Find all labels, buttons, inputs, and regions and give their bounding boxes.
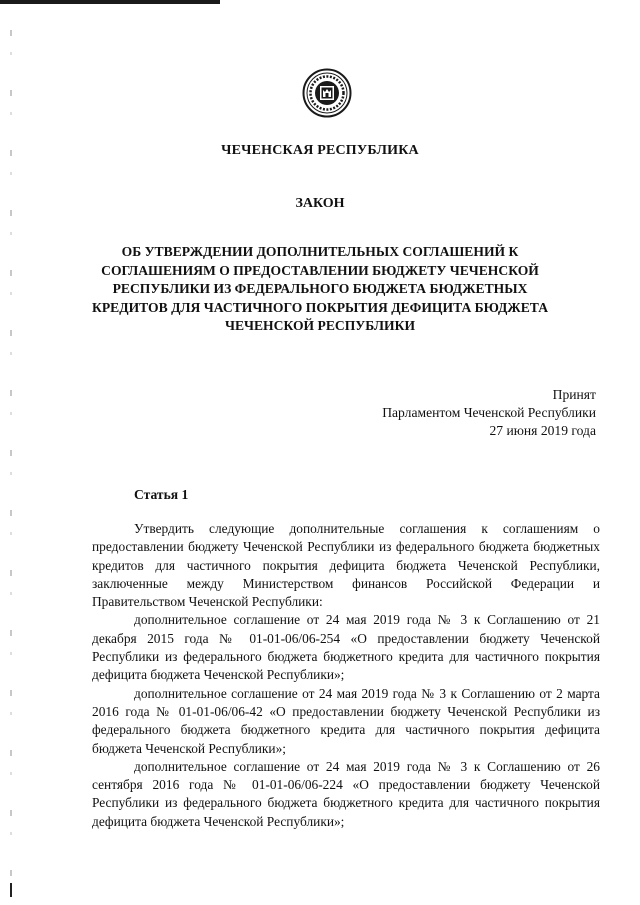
law-title-line: ОБ УТВЕРЖДЕНИИ ДОПОЛНИТЕЛЬНЫХ СОГЛАШЕНИЙ К <box>121 244 519 259</box>
adoption-label: Принят <box>552 387 596 402</box>
article-paragraph: дополнительное соглашение от 24 мая 2019 года № 3 к Соглашению от 21 декабря 2015 года № 01-01-06/06-254 «О предоставлении бюджету Чеченской Республики из федерального бюджета бюджетного кредита для частичного покрытия дефицита бюджета Чеченской Республики»; <box>92 612 600 683</box>
law-title-line: ЧЕЧЕНСКОЙ РЕСПУБЛИКИ <box>224 318 416 333</box>
law-title-line: СОГЛАШЕНИЯМ О ПРЕДОСТАВЛЕНИИ БЮДЖЕТУ ЧЕЧЕНСКОЙ <box>101 262 539 278</box>
coat-of-arms-emblem-icon <box>302 68 352 118</box>
scan-bottom-mark <box>10 883 12 897</box>
article-paragraph: Утвердить следующие дополнительные соглашения к соглашениям о предоставлении бюджету Чеченской Республики из федерального бюджета бюджетных кредитов для частичного покрытия дефицита бюджета Чеченской Республики, заключенные между Министерством финансов Российской Федерации и Правительством Чеченской Республики: <box>92 521 600 610</box>
article-paragraph: дополнительное соглашение от 24 мая 2019 года № 3 к Соглашению от 26 сентября 2016 года № 01-01-06/06-224 «О предоставлении бюджету Чеченской Республики из федерального бюджета бюджетного кредита для частичного покрытия дефицита бюджета Чеченской Республики»; <box>92 758 600 829</box>
law-heading: ЗАКОН <box>295 196 345 211</box>
republic-heading: ЧЕЧЕНСКАЯ РЕСПУБЛИКА <box>221 143 419 158</box>
adoption-date: 27 июня 2019 года <box>489 423 596 438</box>
article-heading: Статья 1 <box>134 487 189 502</box>
scan-edge-marks <box>10 30 12 890</box>
article-body <box>92 520 600 831</box>
adoption-block <box>276 386 596 440</box>
adoption-body: Парламентом Чеченской Республики <box>382 405 596 420</box>
law-title <box>60 243 580 336</box>
law-title-line: КРЕДИТОВ ДЛЯ ЧАСТИЧНОГО ПОКРЫТИЯ ДЕФИЦИТА БЮДЖЕТА <box>91 299 549 315</box>
scan-top-bar <box>0 0 220 4</box>
law-title-line: РЕСПУБЛИКИ ИЗ ФЕДЕРАЛЬНОГО БЮДЖЕТА БЮДЖЕТНЫХ <box>112 281 528 296</box>
article-paragraph: дополнительное соглашение от 24 мая 2019 года № 3 к Соглашению от 2 марта 2016 года № 01-01-06/06-42 «О предоставлении бюджету Чеченской Республики из федерального бюджета бюджетного кредита для частичного покрытия дефицита бюджета Чеченской Республики»; <box>92 685 600 756</box>
